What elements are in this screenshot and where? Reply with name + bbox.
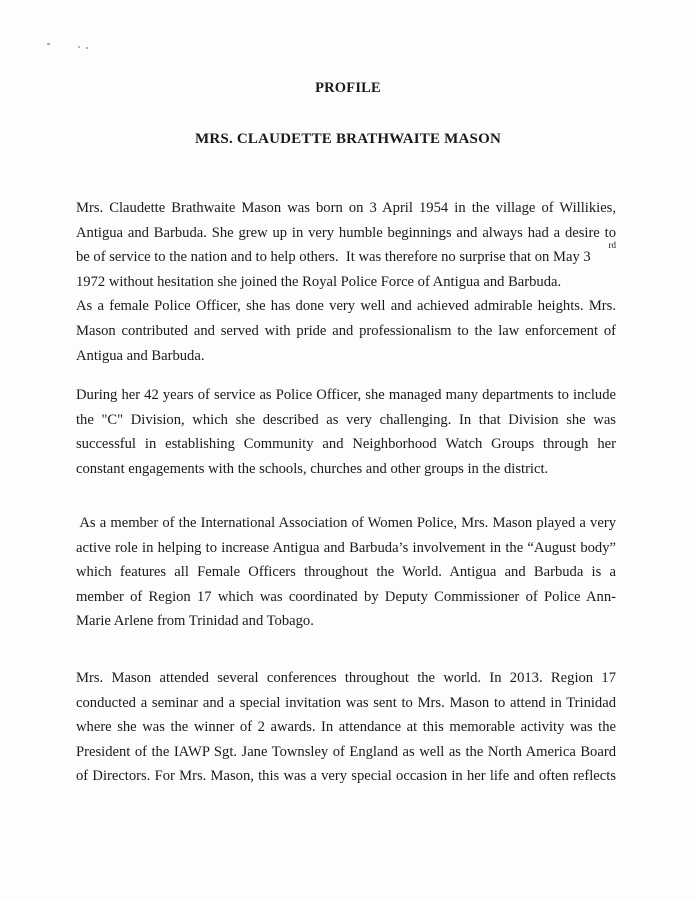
paragraph-line: the "C" Division, which she described as very challenging. In that Division she was: [76, 411, 616, 428]
paragraph-line: where she was the winner of 2 awards. In attendance at this memorable activity was the: [76, 719, 616, 736]
scan-speck: [78, 46, 80, 48]
paragraph-line: 1972 without hesitation she joined the Royal Police Force of Antigua and Barbuda.: [76, 273, 562, 290]
paragraph-line: Mrs. Claudette Brathwaite Mason was born on 3 April 1954 in the village of Willikies,: [76, 200, 616, 216]
ordinal-superscript: rd: [608, 240, 616, 251]
paragraph-2: [76, 383, 616, 481]
paragraph-line: During her 42 years of service as Police Officer, she managed many departments to include: [76, 387, 616, 403]
paragraph-line: which features all Female Officers throughout the World. Antigua and Barbuda is a: [76, 564, 616, 581]
paragraph-line-with-superscript: [76, 240, 616, 270]
scan-speck: [86, 47, 88, 49]
subject-name-heading: MRS. CLAUDETTE BRATHWAITE MASON: [195, 131, 501, 147]
paragraph-line: conducted a seminar and a special invitation was sent to Mrs. Mason to attend in Trinidad: [76, 694, 616, 711]
paragraph-line: constant engagements with the schools, churches and other groups in the district.: [76, 460, 549, 477]
paragraph-1: [76, 196, 616, 368]
paragraph-line: As a member of the International Association of Women Police, Mrs. Mason played a very: [76, 515, 616, 531]
paragraph-line: As a female Police Officer, she has done very well and achieved admirable heights. Mrs.: [76, 298, 616, 315]
paragraph-3: [76, 511, 616, 634]
paragraph-4: [76, 666, 616, 789]
paragraph-line: Mason contributed and served with pride and professionalism to the law enforcement of: [76, 322, 616, 339]
paragraph-line: Marie Arlene from Trinidad and Tobago.: [76, 613, 314, 630]
scan-speck: [47, 43, 50, 45]
paragraph-line: of Directors. For Mrs. Mason, this was a very special occasion in her life and often reflects: [76, 768, 616, 785]
paragraph-line: member of Region 17 which was coordinated by Deputy Commissioner of Police Ann-: [76, 588, 616, 605]
paragraph-line: Antigua and Barbuda.: [76, 347, 205, 364]
paragraph-line: active role in helping to increase Antigua and Barbuda’s involvement in the “August body”: [76, 539, 616, 556]
document-heading: PROFILE: [315, 80, 381, 96]
paragraph-line: Antigua and Barbuda. She grew up in very humble beginnings and always had a desire to: [76, 224, 616, 241]
paragraph-line-text: be of service to the nation and to help others. It was therefore no surprise that on May 3: [76, 249, 591, 266]
paragraph-line: successful in establishing Community and Neighborhood Watch Groups through her: [76, 436, 616, 453]
paragraph-line: President of the IAWP Sgt. Jane Townsley of England as well as the North America Board: [76, 743, 616, 760]
paragraph-line: Mrs. Mason attended several conferences throughout the world. In 2013. Region 17: [76, 670, 616, 686]
